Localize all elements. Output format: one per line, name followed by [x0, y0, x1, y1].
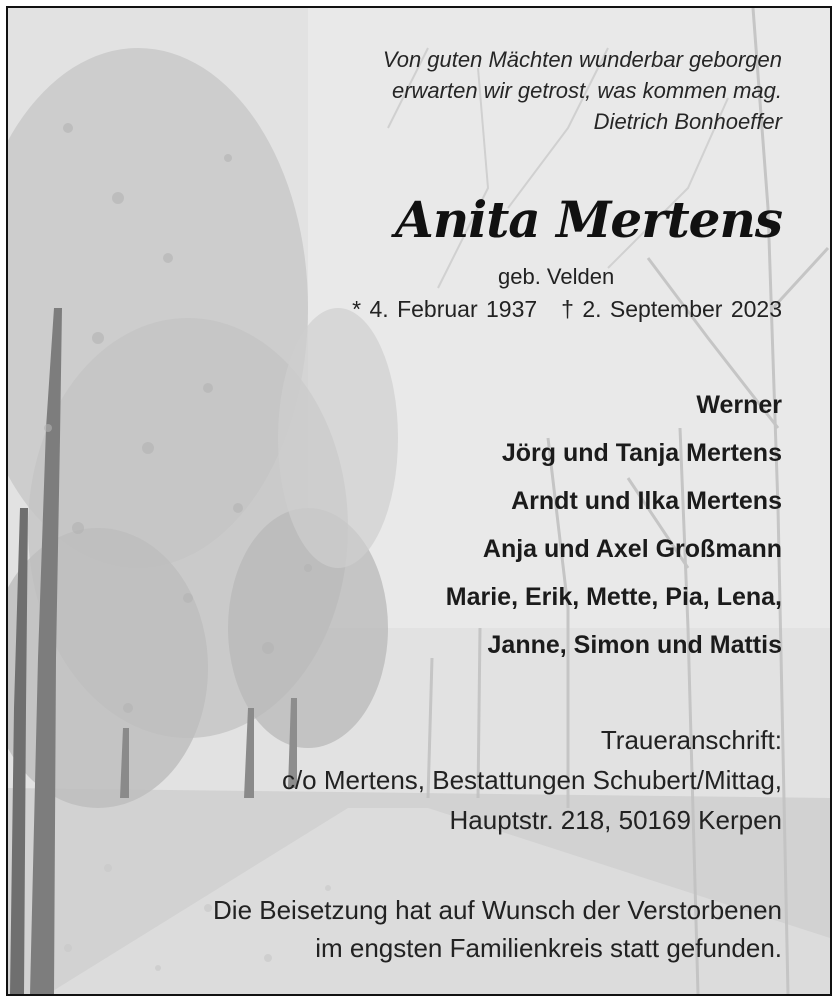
address-heading: Traueranschrift:: [600, 725, 782, 755]
mourning-address: [282, 720, 782, 840]
mourner-line: Jörg und Tanja Mertens: [501, 439, 782, 467]
death-date: † 2. September 2023: [561, 296, 782, 322]
quote-line: erwarten wir getrost, was kommen mag.: [391, 78, 782, 103]
bonhoeffer-quote: [383, 44, 782, 137]
notice-line: Die Beisetzung hat auf Wunsch der Verstorbenen: [213, 895, 782, 925]
address-line: c/o Mertens, Bestattungen Schubert/Mittag,: [281, 765, 782, 795]
mourner-line: Anja und Axel Großmann: [482, 535, 782, 563]
maiden-name: geb. Velden: [498, 264, 615, 289]
mourner-line: Werner: [696, 391, 782, 419]
mourner-line: Arndt und Ilka Mertens: [511, 487, 782, 515]
mourner-line: Marie, Erik, Mette, Pia, Lena,: [445, 583, 782, 611]
address-line: Hauptstr. 218, 50169 Kerpen: [449, 805, 782, 835]
life-dates: [352, 296, 782, 323]
mourner-line: Janne, Simon und Mattis: [487, 631, 782, 659]
obituary-content: [8, 8, 830, 994]
obituary-frame: [6, 6, 832, 996]
mourners-list: [446, 381, 782, 669]
quote-author: Dietrich Bonhoeffer: [593, 109, 782, 134]
notice-line: im engsten Familienkreis statt gefunden.: [315, 933, 782, 963]
deceased-name: Anita Mertens: [395, 190, 782, 249]
quote-line: Von guten Mächten wunderbar geborgen: [382, 47, 782, 72]
birth-date: * 4. Februar 1937: [352, 296, 538, 322]
burial-notice: [213, 891, 782, 967]
